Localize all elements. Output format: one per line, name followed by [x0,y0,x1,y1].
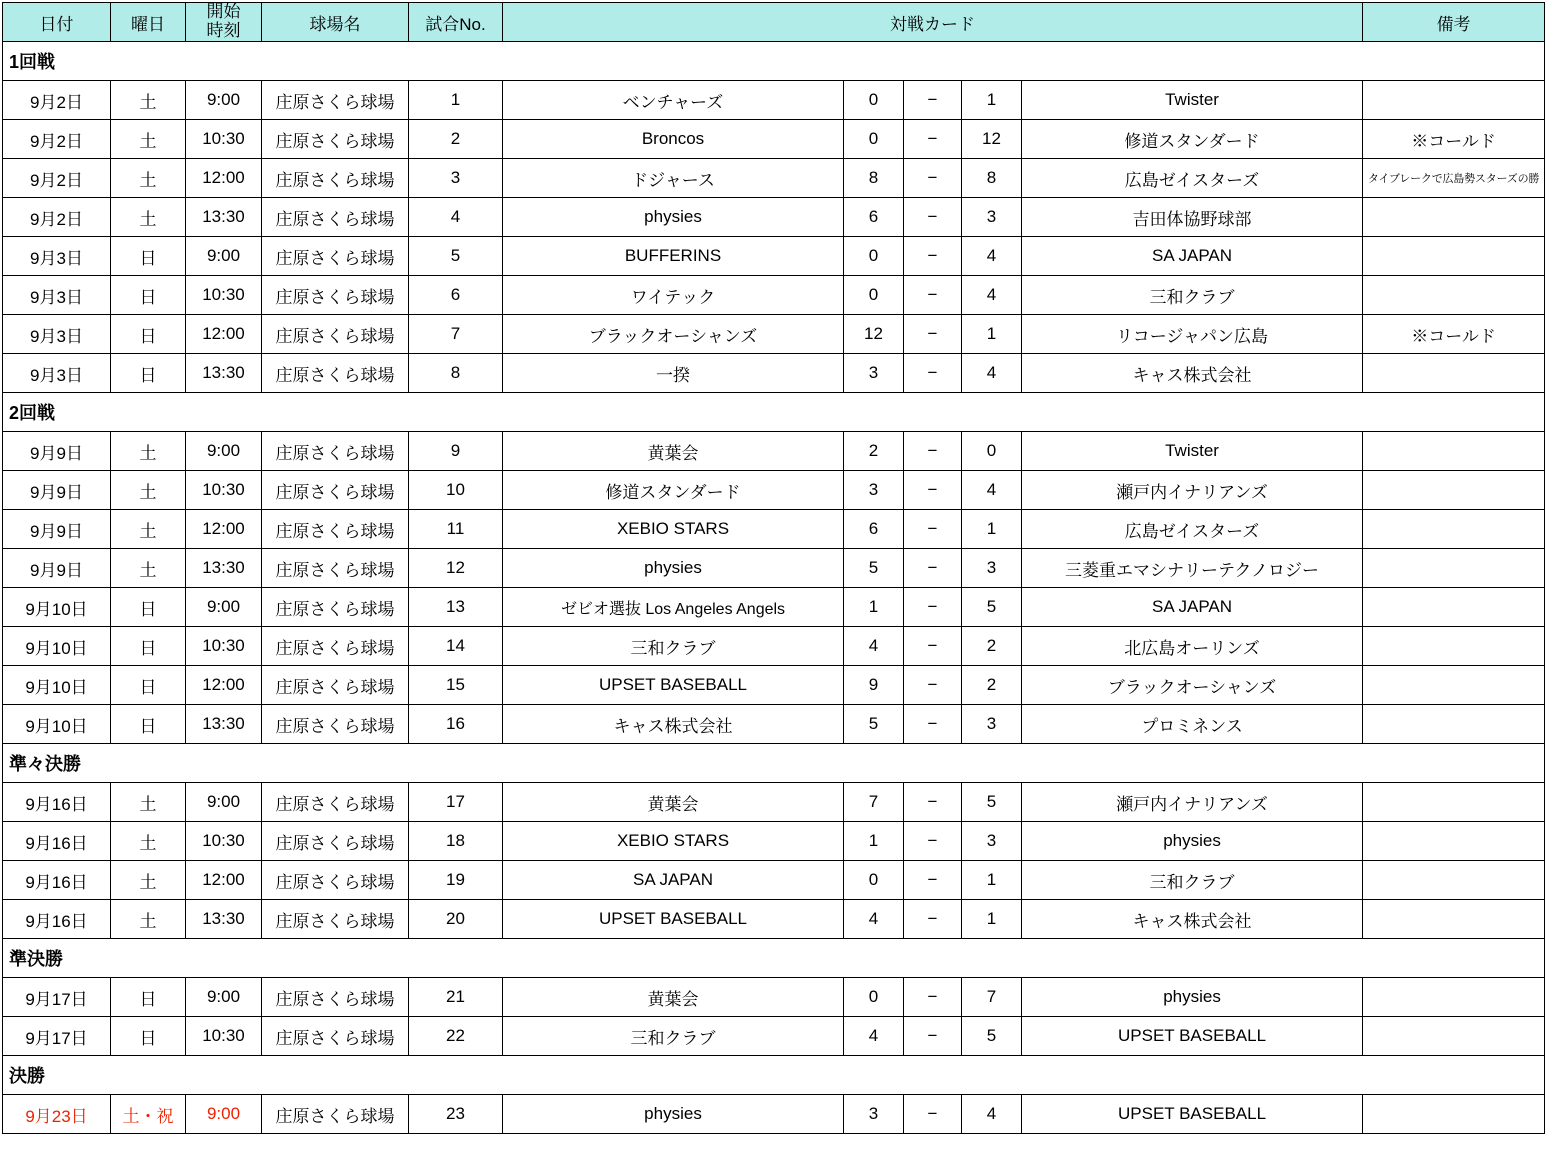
cell-score-left: 3 [844,471,904,510]
game-row [3,315,1545,354]
cell-score-left: 7 [844,783,904,822]
header-game-number: 試合No. [409,3,503,42]
cell-team-right: 三菱重エマシナリーテクノロジー [1022,549,1363,588]
cell-score-right: 3 [962,549,1022,588]
cell-date: 9月9日 [3,471,111,510]
cell-game-number: 20 [409,900,503,939]
round-title: 決勝 [3,1056,1545,1095]
cell-team-left: physies [503,198,844,237]
cell-game-number: 6 [409,276,503,315]
cell-score-left: 6 [844,510,904,549]
cell-game-number: 2 [409,120,503,159]
cell-dash: − [904,900,962,939]
cell-score-right: 4 [962,276,1022,315]
cell-note [1363,1017,1545,1056]
cell-dash: − [904,81,962,120]
cell-field-name: 庄原さくら球場 [262,627,409,666]
cell-dash: − [904,822,962,861]
cell-score-right: 8 [962,159,1022,198]
cell-team-right: physies [1022,822,1363,861]
cell-dash: − [904,1095,962,1134]
cell-team-left: physies [503,549,844,588]
cell-score-right: 2 [962,666,1022,705]
cell-game-number: 21 [409,978,503,1017]
cell-score-right: 0 [962,432,1022,471]
game-row [3,627,1545,666]
cell-start-time: 12:00 [186,315,262,354]
cell-start-time: 10:30 [186,471,262,510]
game-row [3,159,1545,198]
cell-game-number: 5 [409,237,503,276]
cell-day-of-week: 土 [111,159,186,198]
cell-score-left: 5 [844,705,904,744]
cell-day-of-week: 日 [111,627,186,666]
cell-start-time: 13:30 [186,354,262,393]
cell-score-right: 7 [962,978,1022,1017]
cell-date: 9月16日 [3,783,111,822]
cell-note [1363,237,1545,276]
cell-day-of-week: 土 [111,900,186,939]
cell-game-number: 13 [409,588,503,627]
cell-team-left: ベンチャーズ [503,81,844,120]
game-row [3,822,1545,861]
cell-score-right: 5 [962,783,1022,822]
cell-game-number: 19 [409,861,503,900]
cell-date: 9月2日 [3,198,111,237]
cell-field-name: 庄原さくら球場 [262,783,409,822]
cell-score-left: 4 [844,1017,904,1056]
round-title: 準々決勝 [3,744,1545,783]
cell-field-name: 庄原さくら球場 [262,705,409,744]
game-row [3,705,1545,744]
cell-dash: − [904,198,962,237]
cell-field-name: 庄原さくら球場 [262,237,409,276]
cell-game-number: 16 [409,705,503,744]
cell-team-right: physies [1022,978,1363,1017]
cell-score-left: 0 [844,978,904,1017]
cell-field-name: 庄原さくら球場 [262,1017,409,1056]
cell-start-time: 12:00 [186,159,262,198]
round-section-row [3,42,1545,81]
cell-dash: − [904,315,962,354]
cell-dash: − [904,159,962,198]
cell-team-right: 瀬戸内イナリアンズ [1022,471,1363,510]
cell-dash: − [904,120,962,159]
cell-date: 9月16日 [3,900,111,939]
cell-team-left: ドジャース [503,159,844,198]
cell-dash: − [904,510,962,549]
cell-score-left: 1 [844,822,904,861]
cell-start-time: 13:30 [186,549,262,588]
cell-field-name: 庄原さくら球場 [262,588,409,627]
cell-field-name: 庄原さくら球場 [262,276,409,315]
game-row [3,510,1545,549]
game-row [3,81,1545,120]
cell-date: 9月10日 [3,627,111,666]
cell-team-right: プロミネンス [1022,705,1363,744]
cell-team-right: 吉田体協野球部 [1022,198,1363,237]
cell-start-time: 10:30 [186,120,262,159]
cell-score-left: 0 [844,237,904,276]
cell-day-of-week: 土 [111,822,186,861]
header-matchup: 対戦カード [503,3,1363,42]
cell-day-of-week: 土 [111,783,186,822]
cell-team-left: ブラックオーシャンズ [503,315,844,354]
cell-game-number: 1 [409,81,503,120]
cell-game-number: 11 [409,510,503,549]
cell-score-right: 5 [962,1017,1022,1056]
cell-team-right: SA JAPAN [1022,588,1363,627]
cell-note [1363,1095,1545,1134]
game-row [3,666,1545,705]
cell-note [1363,276,1545,315]
cell-score-left: 0 [844,81,904,120]
cell-game-number: 4 [409,198,503,237]
game-row [3,783,1545,822]
round-title: 準決勝 [3,939,1545,978]
cell-field-name: 庄原さくら球場 [262,978,409,1017]
cell-day-of-week: 土 [111,120,186,159]
cell-dash: − [904,354,962,393]
cell-score-right: 4 [962,237,1022,276]
cell-score-right: 1 [962,81,1022,120]
cell-score-left: 0 [844,120,904,159]
cell-day-of-week: 土 [111,471,186,510]
cell-team-left: physies [503,1095,844,1134]
game-row [3,1095,1545,1134]
cell-note [1363,900,1545,939]
cell-score-right: 3 [962,705,1022,744]
cell-dash: − [904,861,962,900]
cell-team-right: 北広島オーリンズ [1022,627,1363,666]
cell-note [1363,432,1545,471]
cell-field-name: 庄原さくら球場 [262,900,409,939]
header-start-time-line1: 開始 [206,2,241,22]
cell-start-time: 9:00 [186,1095,262,1134]
cell-team-right: 広島ゼイスターズ [1022,510,1363,549]
tournament-schedule-table [2,2,1545,1134]
cell-team-left: XEBIO STARS [503,822,844,861]
cell-start-time: 9:00 [186,783,262,822]
game-row [3,471,1545,510]
cell-team-left: SA JAPAN [503,861,844,900]
cell-dash: − [904,237,962,276]
cell-note [1363,822,1545,861]
cell-start-time: 10:30 [186,627,262,666]
cell-score-left: 3 [844,354,904,393]
cell-note [1363,627,1545,666]
cell-date: 9月3日 [3,237,111,276]
game-row [3,588,1545,627]
game-row [3,198,1545,237]
cell-team-left: UPSET BASEBALL [503,666,844,705]
cell-note: タイブレークで広島勢スターズの勝 [1363,159,1545,198]
cell-team-right: 三和クラブ [1022,276,1363,315]
cell-start-time: 9:00 [186,588,262,627]
cell-team-right: 瀬戸内イナリアンズ [1022,783,1363,822]
round-title: 2回戦 [3,393,1545,432]
cell-team-right: 修道スタンダード [1022,120,1363,159]
cell-dash: − [904,276,962,315]
cell-date: 9月10日 [3,588,111,627]
cell-score-right: 3 [962,822,1022,861]
cell-date: 9月23日 [3,1095,111,1134]
cell-field-name: 庄原さくら球場 [262,1095,409,1134]
cell-game-number: 14 [409,627,503,666]
cell-date: 9月10日 [3,666,111,705]
round-section-row [3,393,1545,432]
cell-dash: − [904,666,962,705]
cell-team-right: 広島ゼイスターズ [1022,159,1363,198]
cell-note [1363,354,1545,393]
cell-dash: − [904,1017,962,1056]
table-body [3,42,1545,1134]
cell-team-right: ブラックオーシャンズ [1022,666,1363,705]
cell-date: 9月3日 [3,315,111,354]
cell-field-name: 庄原さくら球場 [262,159,409,198]
cell-start-time: 13:30 [186,900,262,939]
table-header [3,3,1545,42]
game-row [3,120,1545,159]
game-row [3,276,1545,315]
round-section-row [3,1056,1545,1095]
cell-day-of-week: 日 [111,588,186,627]
cell-field-name: 庄原さくら球場 [262,81,409,120]
cell-team-left: XEBIO STARS [503,510,844,549]
cell-day-of-week: 土・祝 [111,1095,186,1134]
cell-start-time: 10:30 [186,276,262,315]
cell-field-name: 庄原さくら球場 [262,471,409,510]
cell-field-name: 庄原さくら球場 [262,510,409,549]
cell-score-left: 12 [844,315,904,354]
header-field-name: 球場名 [262,3,409,42]
cell-field-name: 庄原さくら球場 [262,432,409,471]
cell-score-left: 9 [844,666,904,705]
cell-team-right: UPSET BASEBALL [1022,1095,1363,1134]
cell-note [1363,81,1545,120]
cell-game-number: 17 [409,783,503,822]
cell-game-number: 15 [409,666,503,705]
cell-date: 9月2日 [3,159,111,198]
game-row [3,861,1545,900]
cell-note [1363,705,1545,744]
cell-day-of-week: 土 [111,81,186,120]
cell-day-of-week: 土 [111,861,186,900]
header-row [3,3,1545,42]
cell-field-name: 庄原さくら球場 [262,315,409,354]
cell-dash: − [904,705,962,744]
cell-date: 9月17日 [3,1017,111,1056]
cell-team-right: UPSET BASEBALL [1022,1017,1363,1056]
cell-game-number: 8 [409,354,503,393]
cell-score-left: 0 [844,276,904,315]
cell-date: 9月17日 [3,978,111,1017]
cell-note [1363,978,1545,1017]
game-row [3,1017,1545,1056]
cell-score-left: 8 [844,159,904,198]
cell-game-number: 12 [409,549,503,588]
cell-start-time: 9:00 [186,978,262,1017]
cell-day-of-week: 日 [111,978,186,1017]
cell-score-right: 3 [962,198,1022,237]
cell-field-name: 庄原さくら球場 [262,822,409,861]
cell-day-of-week: 日 [111,276,186,315]
cell-start-time: 10:30 [186,822,262,861]
cell-dash: − [904,978,962,1017]
cell-start-time: 13:30 [186,198,262,237]
cell-score-right: 4 [962,1095,1022,1134]
game-row [3,978,1545,1017]
cell-score-right: 1 [962,315,1022,354]
cell-date: 9月3日 [3,354,111,393]
cell-team-left: キャス株式会社 [503,705,844,744]
cell-date: 9月10日 [3,705,111,744]
cell-day-of-week: 日 [111,705,186,744]
cell-note [1363,471,1545,510]
cell-team-left: UPSET BASEBALL [503,900,844,939]
cell-score-right: 1 [962,900,1022,939]
header-start-time-line2: 時刻 [206,21,241,40]
cell-game-number: 3 [409,159,503,198]
cell-game-number: 7 [409,315,503,354]
cell-day-of-week: 土 [111,432,186,471]
cell-day-of-week: 日 [111,1017,186,1056]
cell-team-right: Twister [1022,81,1363,120]
game-row [3,900,1545,939]
cell-score-right: 12 [962,120,1022,159]
cell-team-right: 三和クラブ [1022,861,1363,900]
cell-date: 9月16日 [3,822,111,861]
cell-date: 9月2日 [3,81,111,120]
cell-note [1363,198,1545,237]
cell-score-left: 6 [844,198,904,237]
cell-day-of-week: 日 [111,237,186,276]
cell-date: 9月9日 [3,549,111,588]
cell-day-of-week: 日 [111,666,186,705]
cell-team-left: 黄葉会 [503,978,844,1017]
cell-note [1363,510,1545,549]
cell-team-left: 三和クラブ [503,1017,844,1056]
cell-score-right: 2 [962,627,1022,666]
cell-date: 9月9日 [3,432,111,471]
cell-start-time: 12:00 [186,861,262,900]
cell-score-left: 4 [844,627,904,666]
cell-score-left: 2 [844,432,904,471]
cell-game-number: 23 [409,1095,503,1134]
cell-note: ※コールド [1363,120,1545,159]
cell-date: 9月9日 [3,510,111,549]
cell-date: 9月2日 [3,120,111,159]
cell-team-left: 黄葉会 [503,432,844,471]
cell-score-left: 0 [844,861,904,900]
round-title: 1回戦 [3,42,1545,81]
cell-game-number: 9 [409,432,503,471]
cell-start-time: 9:00 [186,81,262,120]
cell-day-of-week: 土 [111,198,186,237]
round-section-row [3,939,1545,978]
cell-field-name: 庄原さくら球場 [262,666,409,705]
cell-score-right: 5 [962,588,1022,627]
cell-day-of-week: 土 [111,549,186,588]
header-note: 備考 [1363,3,1545,42]
cell-team-left: 一揆 [503,354,844,393]
cell-score-right: 1 [962,510,1022,549]
cell-score-left: 5 [844,549,904,588]
cell-team-left: 三和クラブ [503,627,844,666]
cell-dash: − [904,627,962,666]
cell-team-left: 黄葉会 [503,783,844,822]
header-day-of-week: 曜日 [111,3,186,42]
game-row [3,354,1545,393]
cell-dash: − [904,549,962,588]
cell-team-right: SA JAPAN [1022,237,1363,276]
cell-team-left: ゼビオ選抜 Los Angeles Angels [503,588,844,627]
cell-dash: − [904,783,962,822]
cell-note: ※コールド [1363,315,1545,354]
cell-field-name: 庄原さくら球場 [262,861,409,900]
cell-dash: − [904,588,962,627]
cell-note [1363,549,1545,588]
cell-score-right: 4 [962,471,1022,510]
cell-dash: − [904,471,962,510]
cell-day-of-week: 土 [111,510,186,549]
cell-start-time: 10:30 [186,1017,262,1056]
header-start-time [186,3,262,42]
cell-day-of-week: 日 [111,315,186,354]
cell-start-time: 12:00 [186,510,262,549]
round-section-row [3,744,1545,783]
cell-note [1363,666,1545,705]
cell-start-time: 12:00 [186,666,262,705]
cell-field-name: 庄原さくら球場 [262,549,409,588]
cell-team-right: リコージャパン広島 [1022,315,1363,354]
game-row [3,237,1545,276]
cell-team-left: BUFFERINS [503,237,844,276]
cell-score-right: 4 [962,354,1022,393]
cell-score-right: 1 [962,861,1022,900]
cell-game-number: 10 [409,471,503,510]
game-row [3,549,1545,588]
cell-field-name: 庄原さくら球場 [262,198,409,237]
cell-start-time: 9:00 [186,432,262,471]
cell-date: 9月3日 [3,276,111,315]
cell-start-time: 9:00 [186,237,262,276]
cell-score-left: 3 [844,1095,904,1134]
cell-team-right: Twister [1022,432,1363,471]
header-date: 日付 [3,3,111,42]
cell-team-left: 修道スタンダード [503,471,844,510]
cell-score-left: 1 [844,588,904,627]
cell-team-left: Broncos [503,120,844,159]
game-row [3,432,1545,471]
cell-note [1363,783,1545,822]
cell-field-name: 庄原さくら球場 [262,120,409,159]
cell-team-right: キャス株式会社 [1022,354,1363,393]
cell-team-right: キャス株式会社 [1022,900,1363,939]
cell-score-left: 4 [844,900,904,939]
cell-note [1363,588,1545,627]
cell-field-name: 庄原さくら球場 [262,354,409,393]
cell-game-number: 18 [409,822,503,861]
cell-team-left: ワイテック [503,276,844,315]
cell-game-number: 22 [409,1017,503,1056]
cell-note [1363,861,1545,900]
cell-day-of-week: 日 [111,354,186,393]
cell-dash: − [904,432,962,471]
cell-start-time: 13:30 [186,705,262,744]
cell-date: 9月16日 [3,861,111,900]
